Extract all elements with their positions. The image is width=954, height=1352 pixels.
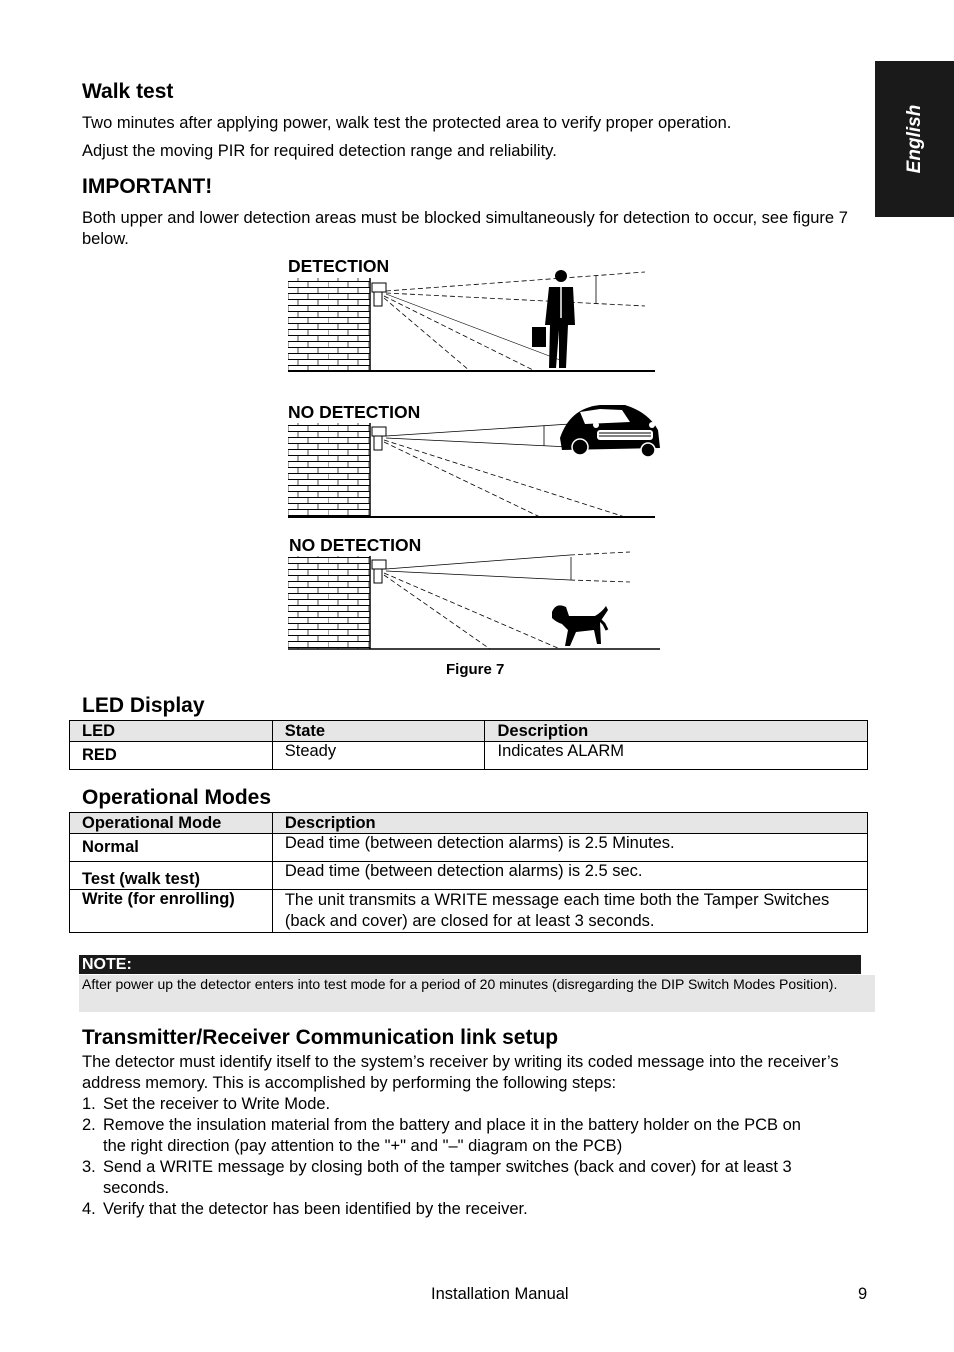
figure-caption: Figure 7 [446, 661, 505, 678]
language-tab [875, 61, 954, 217]
figure-panel-1-label: DETECTION [288, 256, 390, 276]
walking-man-icon [532, 270, 575, 368]
pir-detector-icon [372, 560, 386, 583]
language-tab-label: English [903, 104, 925, 174]
link-setup-steps [82, 1094, 822, 1220]
panel-detection [288, 270, 655, 371]
led-display-table [69, 720, 868, 770]
brick-wall [288, 278, 370, 371]
footer-title: Installation Manual [431, 1285, 569, 1303]
list-item [82, 1094, 822, 1115]
walk-test-line-2: Adjust the moving PIR for required detection range and reliability. [82, 142, 557, 160]
figure-7-illustration [280, 260, 680, 660]
car-icon [560, 405, 660, 457]
table-cell: RED [70, 742, 273, 770]
step-text: Remove the insulation material from the battery and place it in the battery holder on the PCB on the right direction (pay attention to the "+" and "–" diagram on the PCB) [103, 1116, 801, 1155]
step-number: 1. [82, 1095, 96, 1113]
table-row [70, 862, 868, 890]
panel-no-detection-car [288, 405, 660, 517]
list-item [82, 1157, 822, 1199]
step-number: 3. [82, 1158, 96, 1176]
pir-detector-icon [372, 427, 386, 450]
table-header-row [70, 813, 868, 834]
walk-test-line-1: Two minutes after applying power, walk test the protected area to verify proper operation. [82, 114, 732, 132]
table-row [70, 834, 868, 862]
table-cell: Steady [272, 742, 485, 770]
pir-detector-icon [372, 283, 386, 306]
table-cell: The unit transmits a WRITE message each time both the Tamper Switches (back and cover) are closed for at least 3 seconds. [272, 890, 867, 933]
list-item [82, 1199, 822, 1220]
page-number: 9 [858, 1285, 868, 1303]
table-cell: Test (walk test) [70, 862, 273, 890]
column-header: State [272, 721, 485, 742]
brick-wall [288, 423, 370, 517]
important-text: Both upper and lower detection areas must be blocked simultaneously for detection to occur, see figure 7 below. [82, 209, 848, 248]
step-text: Set the receiver to Write Mode. [103, 1095, 331, 1113]
figure-panel-2-label: NO DETECTION [288, 402, 421, 422]
table-cell: Write (for enrolling) [70, 890, 273, 933]
column-header: Description [485, 721, 868, 742]
dog-icon [552, 605, 608, 646]
table-header-row [70, 721, 868, 742]
table-cell: Dead time (between detection alarms) is 2.5 Minutes. [272, 834, 867, 862]
link-setup-heading: Transmitter/Receiver Communication link setup [82, 1026, 559, 1049]
important-heading: IMPORTANT! [82, 175, 213, 198]
list-item [82, 1115, 822, 1157]
column-header: Operational Mode [70, 813, 273, 834]
step-number: 2. [82, 1116, 96, 1134]
table-row [70, 890, 868, 933]
column-header: Description [272, 813, 867, 834]
step-text: Send a WRITE message by closing both of the tamper switches (back and cover) for at least 3 seconds. [103, 1158, 792, 1197]
operational-modes-heading: Operational Modes [82, 786, 272, 809]
note-text: After power up the detector enters into test mode for a period of 20 minutes (disregarding the DIP Switch Modes Position). [79, 975, 875, 1012]
brick-wall [288, 556, 370, 649]
table-cell: Dead time (between detection alarms) is 2.5 sec. [272, 862, 867, 890]
walk-test-heading: Walk test [82, 80, 174, 103]
note-label: NOTE: [79, 955, 861, 974]
column-header: LED [70, 721, 273, 742]
step-text: Verify that the detector has been identified by the receiver. [103, 1200, 528, 1218]
link-setup-intro: The detector must identify itself to the system’s receiver by writing its coded message into the receiver’s address memory. This is accomplished by performing the following steps: [82, 1053, 839, 1092]
led-display-heading: LED Display [82, 694, 205, 717]
step-number: 4. [82, 1200, 96, 1218]
table-cell: Normal [70, 834, 273, 862]
table-cell: Indicates ALARM [485, 742, 868, 770]
table-row [70, 742, 868, 770]
figure-panel-3-label: NO DETECTION [289, 535, 422, 555]
panel-no-detection-dog [288, 552, 660, 649]
operational-modes-table [69, 812, 868, 933]
